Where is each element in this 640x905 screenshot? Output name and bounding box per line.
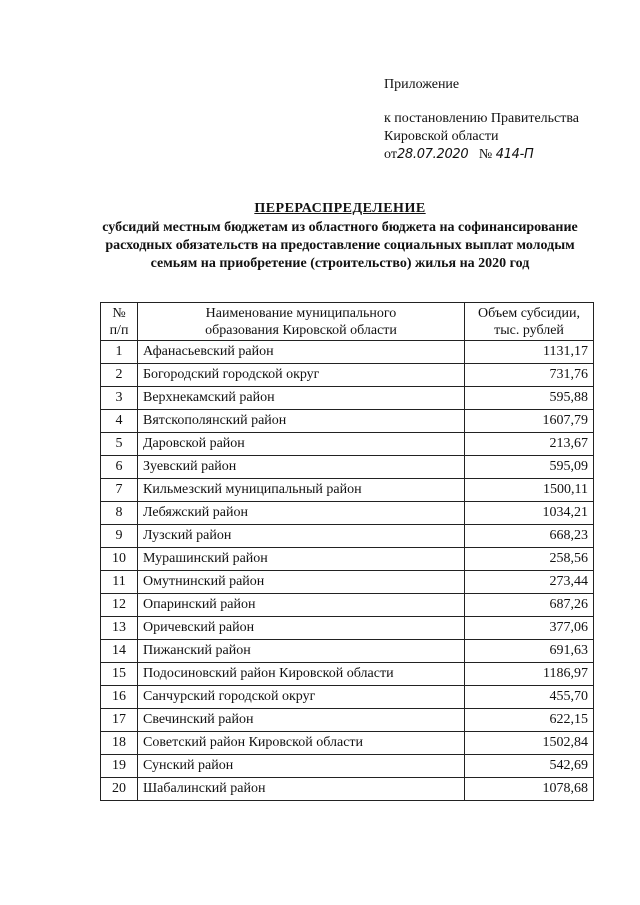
table-row (101, 663, 594, 686)
cell-name: Кильмезский муниципальный район (138, 479, 465, 502)
appendix-title: Приложение (384, 77, 460, 92)
cell-value: 1078,68 (465, 778, 594, 801)
document-heading (90, 200, 590, 273)
cell-num: 2 (101, 364, 138, 387)
table-row (101, 594, 594, 617)
cell-num: 10 (101, 548, 138, 571)
cell-name: Мурашинский район (138, 548, 465, 571)
header-num-line-2: п/п (109, 322, 129, 338)
table-row (101, 732, 594, 755)
table-row (101, 709, 594, 732)
table-row (101, 548, 594, 571)
cell-value: 668,23 (465, 525, 594, 548)
cell-value: 1034,21 (465, 502, 594, 525)
document-title: ПЕРЕРАСПРЕДЕЛЕНИЕ (254, 201, 426, 216)
appendix-block (384, 76, 579, 164)
cell-value: 377,06 (465, 617, 594, 640)
cell-name: Сунский район (138, 755, 465, 778)
header-value-line-1: Объем субсидии, (478, 305, 580, 321)
cell-name: Санчурский городской округ (138, 686, 465, 709)
appendix-date-line (384, 146, 579, 164)
table-header-row (101, 303, 594, 341)
handwritten-number: 414-П (495, 147, 534, 162)
header-num-line-1: № (112, 305, 126, 321)
cell-value: 213,67 (465, 433, 594, 456)
cell-num: 20 (101, 778, 138, 801)
cell-value: 622,15 (465, 709, 594, 732)
table-row (101, 433, 594, 456)
cell-value: 687,26 (465, 594, 594, 617)
cell-name: Лузский район (138, 525, 465, 548)
cell-num: 14 (101, 640, 138, 663)
table-row (101, 456, 594, 479)
cell-value: 731,76 (465, 364, 594, 387)
cell-name: Омутнинский район (138, 571, 465, 594)
subtitle-line-1: субсидий местным бюджетам из областного бюджета на софинансирование (102, 220, 578, 235)
cell-value: 258,56 (465, 548, 594, 571)
cell-num: 5 (101, 433, 138, 456)
cell-num: 7 (101, 479, 138, 502)
cell-name: Даровской район (138, 433, 465, 456)
table-row (101, 341, 594, 364)
table-row (101, 571, 594, 594)
table-row (101, 755, 594, 778)
cell-num: 17 (101, 709, 138, 732)
table-row (101, 778, 594, 801)
cell-num: 12 (101, 594, 138, 617)
cell-name: Верхнекамский район (138, 387, 465, 410)
cell-num: 6 (101, 456, 138, 479)
table-row (101, 686, 594, 709)
cell-name: Пижанский район (138, 640, 465, 663)
cell-num: 13 (101, 617, 138, 640)
cell-name: Свечинский район (138, 709, 465, 732)
cell-num: 9 (101, 525, 138, 548)
cell-value: 455,70 (465, 686, 594, 709)
subsidy-table (100, 302, 594, 801)
header-name-line-2: образования Кировской области (205, 322, 397, 338)
cell-num: 3 (101, 387, 138, 410)
cell-name: Зуевский район (138, 456, 465, 479)
cell-name: Лебяжский район (138, 502, 465, 525)
table-row (101, 387, 594, 410)
table-body (101, 341, 594, 801)
cell-name: Вятскополянский район (138, 410, 465, 433)
subtitle-line-2: расходных обязательств на предоставление социальных выплат молодым (105, 238, 575, 253)
table-row (101, 617, 594, 640)
handwritten-date: 28.07.2020 (396, 147, 469, 162)
cell-value: 1131,17 (465, 341, 594, 364)
cell-name: Богородский городской округ (138, 364, 465, 387)
header-name-line-1: Наименование муниципального (205, 305, 397, 321)
cell-value: 691,63 (465, 640, 594, 663)
table-row (101, 479, 594, 502)
cell-name: Советский район Кировской области (138, 732, 465, 755)
table-row (101, 502, 594, 525)
appendix-line-1: к постановлению Правительства (384, 111, 580, 126)
cell-name: Опаринский район (138, 594, 465, 617)
appendix-line-2: Кировской области (384, 129, 499, 144)
table-row (101, 525, 594, 548)
date-prefix: от (384, 147, 397, 162)
cell-value: 1607,79 (465, 410, 594, 433)
header-num (101, 303, 138, 341)
cell-value: 542,69 (465, 755, 594, 778)
cell-name: Афанасьевский район (138, 341, 465, 364)
number-prefix: № (478, 147, 493, 162)
table-row (101, 410, 594, 433)
cell-name: Оричевский район (138, 617, 465, 640)
header-value (465, 303, 594, 341)
cell-num: 8 (101, 502, 138, 525)
cell-value: 595,88 (465, 387, 594, 410)
cell-num: 19 (101, 755, 138, 778)
cell-value: 1186,97 (465, 663, 594, 686)
cell-value: 1500,11 (465, 479, 594, 502)
cell-name: Подосиновский район Кировской области (138, 663, 465, 686)
header-value-line-2: тыс. рублей (494, 322, 564, 338)
subtitle-line-3: семьям на приобретение (строительство) жилья на 2020 год (150, 256, 530, 271)
cell-value: 1502,84 (465, 732, 594, 755)
cell-num: 15 (101, 663, 138, 686)
cell-num: 11 (101, 571, 138, 594)
cell-value: 595,09 (465, 456, 594, 479)
cell-num: 1 (101, 341, 138, 364)
cell-num: 16 (101, 686, 138, 709)
cell-value: 273,44 (465, 571, 594, 594)
table-row (101, 364, 594, 387)
table-row (101, 640, 594, 663)
cell-num: 4 (101, 410, 138, 433)
cell-num: 18 (101, 732, 138, 755)
cell-name: Шабалинский район (138, 778, 465, 801)
header-name (138, 303, 465, 341)
